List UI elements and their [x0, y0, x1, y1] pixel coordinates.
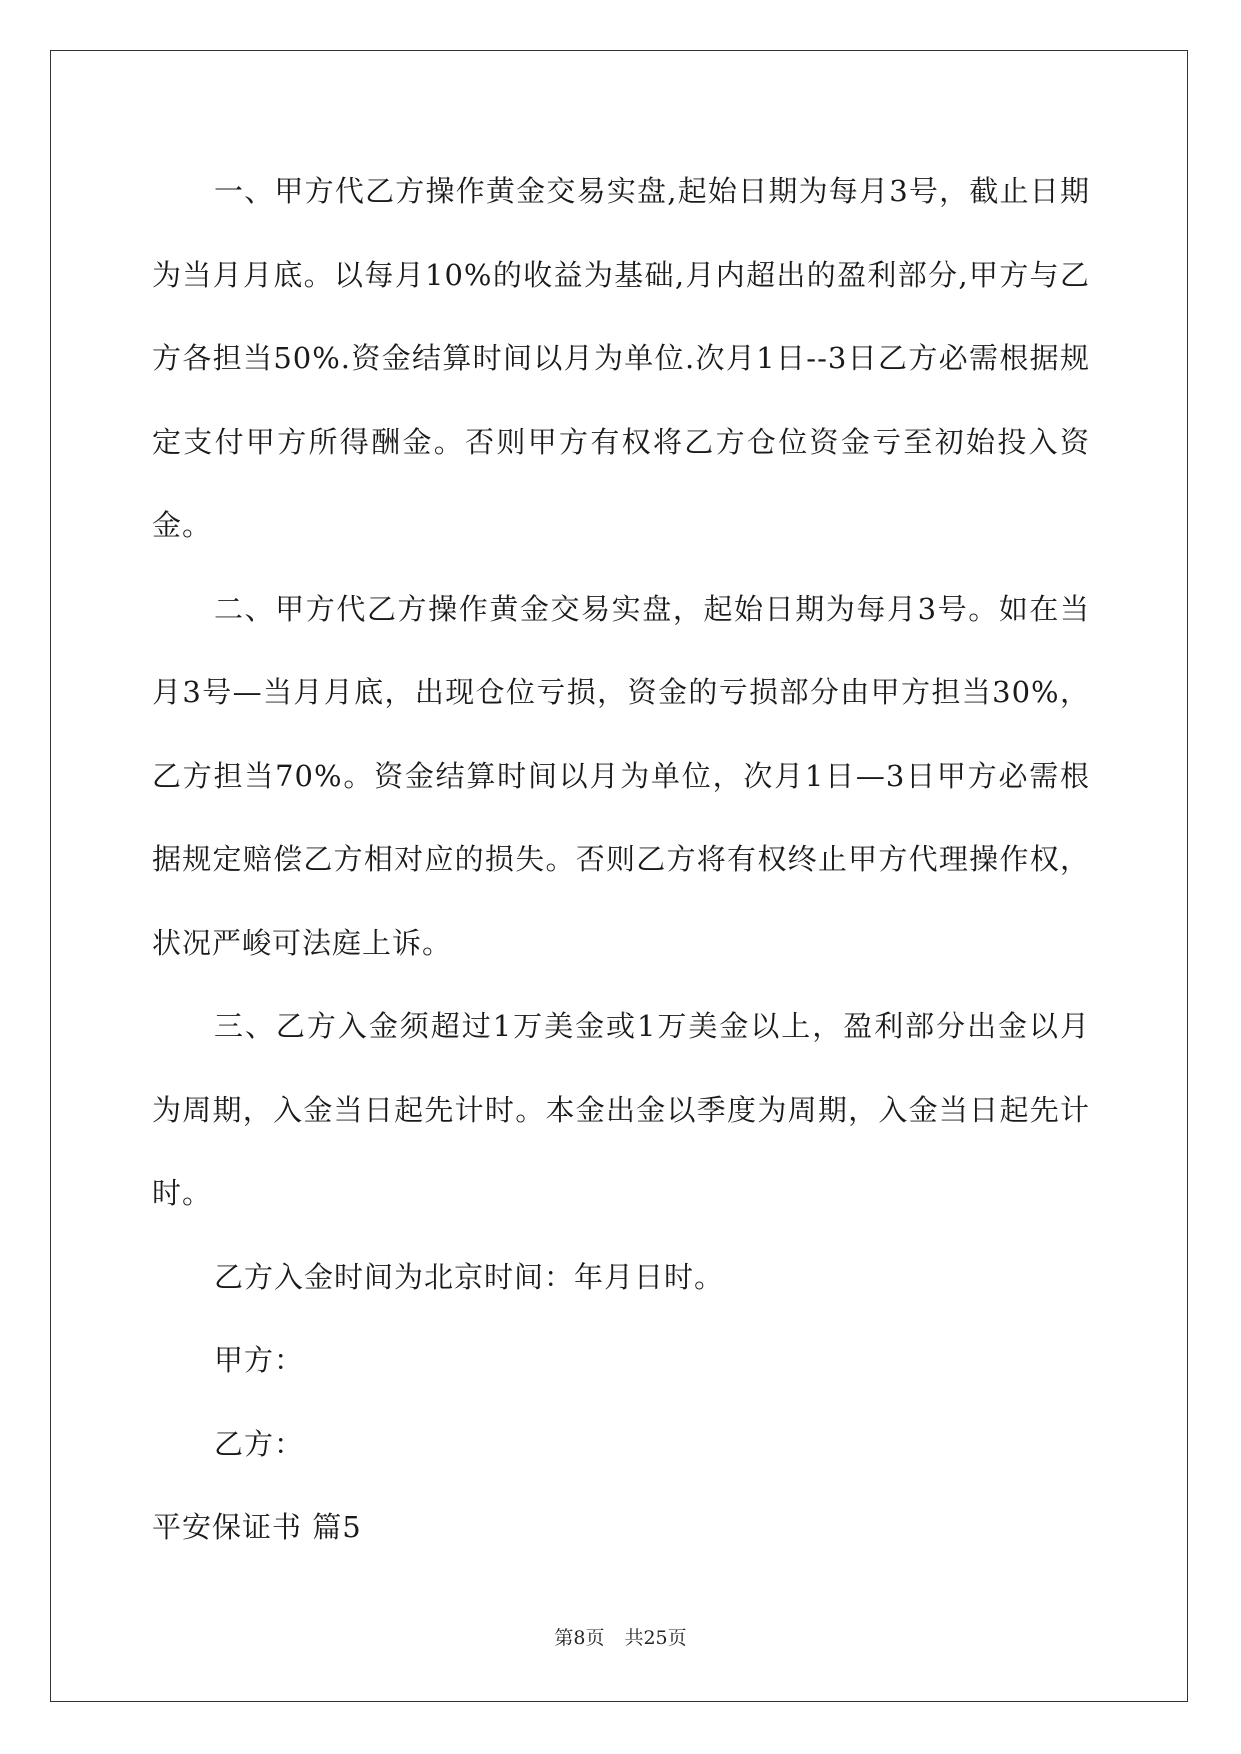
section-heading: 平安保证书 篇5 — [152, 1510, 362, 1544]
clause-one: 一、甲方代乙方操作黄金交易实盘,起始日期为每月3号，截止日期为当月月底。以每月10%的收益为基础,月内超出的盈利部分,甲方与乙方各担当50%.资金结算时间以月为单位.次月1日--3日乙方必需根据规定支付甲方所得酬金。否则甲方有权将乙方仓位资金亏至初始投入资金。 — [152, 174, 1090, 542]
party-a-signature: 甲方： — [214, 1343, 305, 1377]
clause-two: 二、甲方代乙方操作黄金交易实盘，起始日期为每月3号。如在当月3号—当月月底，出现仓位亏损，资金的亏损部分由甲方担当30%，乙方担当70%。资金结算时间以月为单位，次月1日—3日甲方必需根据规定赔偿乙方相对应的损失。否则乙方将有权终止甲方代理操作权，状况严峻可法庭上诉。 — [152, 591, 1090, 960]
clause-three: 三、乙方入金须超过1万美金或1万美金以上，盈利部分出金以月为周期，入金当日起先计时。本金出金以季度为周期，入金当日起先计时。 — [152, 1009, 1090, 1210]
page-total: 共25页 — [624, 1627, 687, 1649]
document-body — [152, 150, 1090, 1570]
deposit-time-line: 乙方入金时间为北京时间：年月日时。 — [214, 1259, 725, 1294]
page-number: 第8页 — [554, 1627, 605, 1649]
page-footer — [0, 1623, 1241, 1650]
party-b-signature: 乙方： — [214, 1426, 305, 1461]
